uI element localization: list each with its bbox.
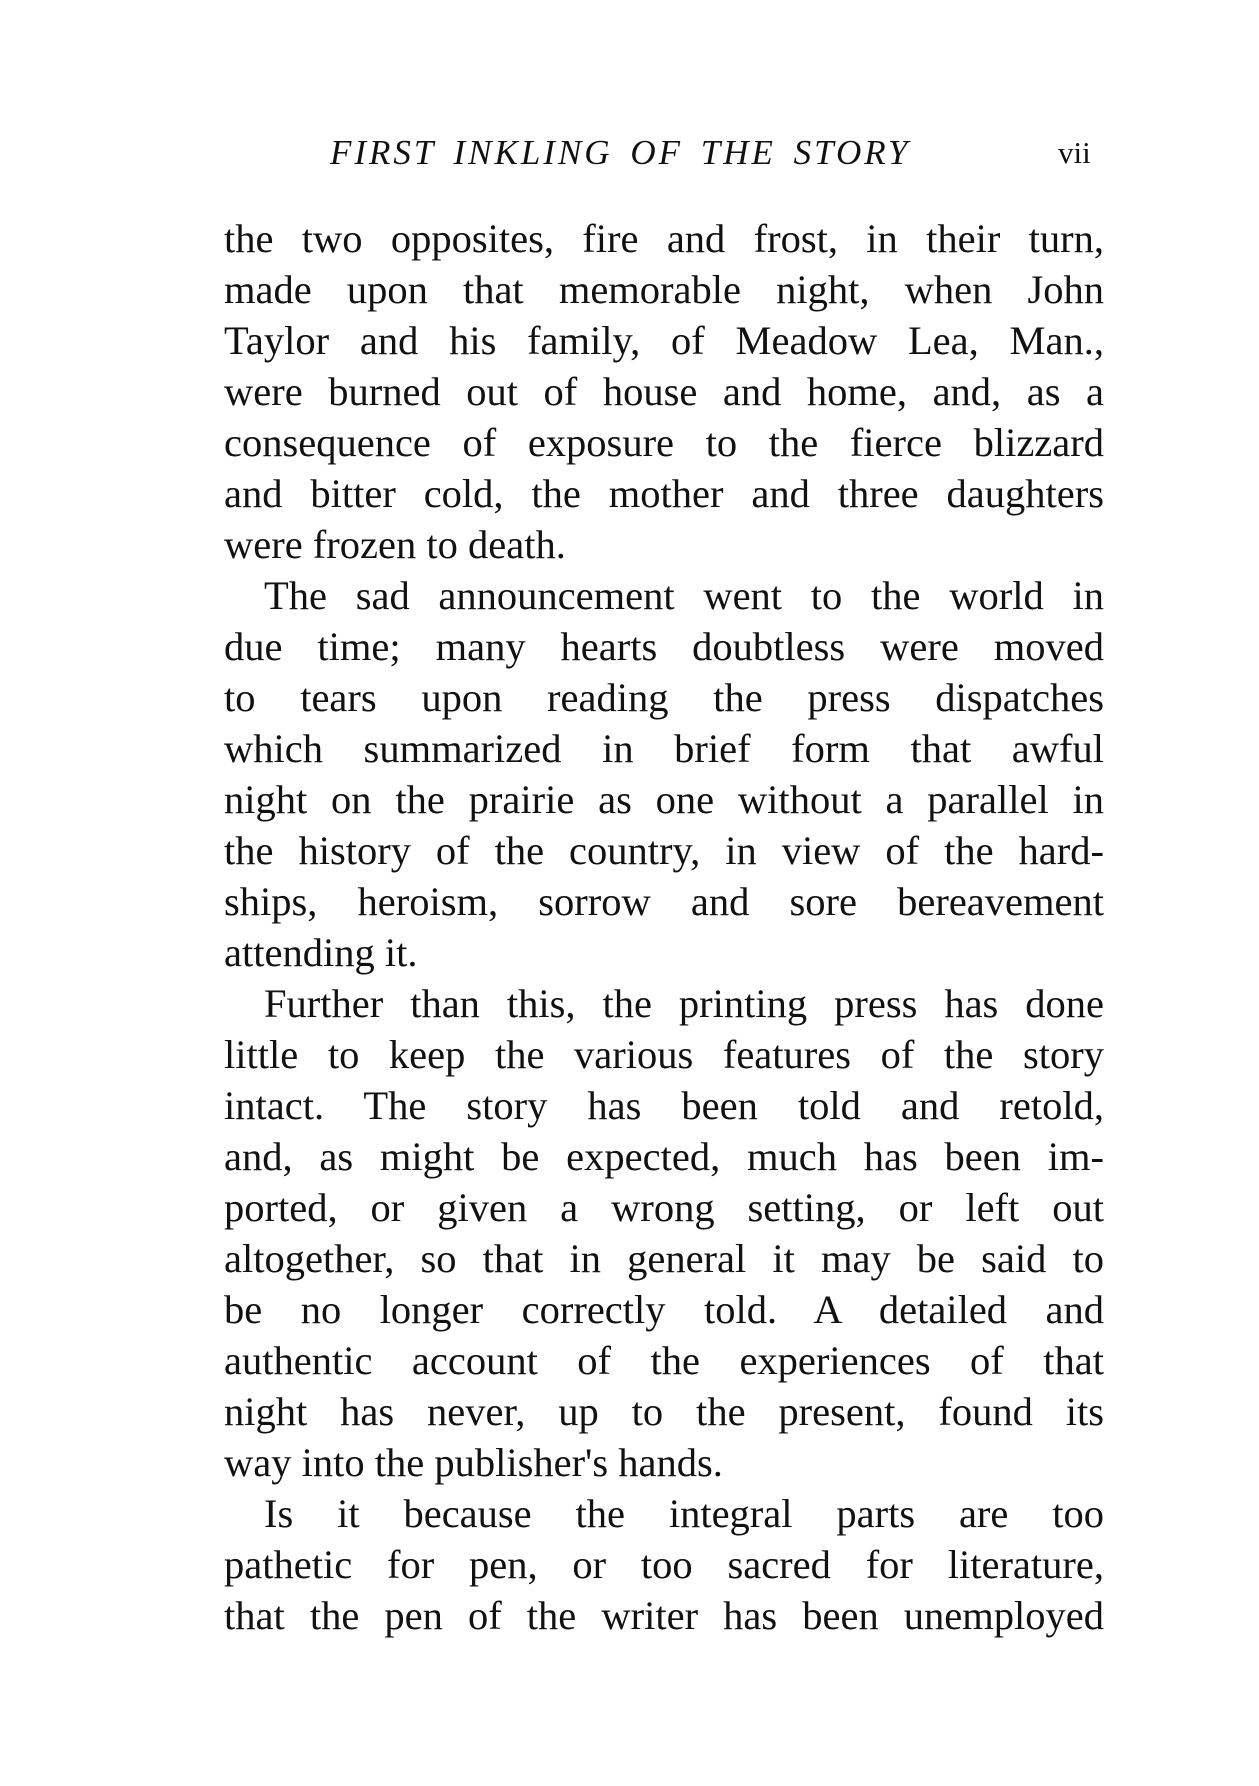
text-line: the history of the country, in view of the hard-	[224, 828, 1104, 873]
text-line: authentic account of the experiences of that	[224, 1338, 1104, 1383]
page-number: vii	[1058, 135, 1091, 170]
body-text	[224, 213, 1104, 1641]
text-line: altogether, so that in general it may be said to	[224, 1236, 1104, 1281]
paragraph-first-line: The sad announcement went to the world in	[264, 573, 1104, 618]
paragraph-first-line: Further than this, the printing press has done	[264, 981, 1104, 1026]
text-line: pathetic for pen, or too sacred for literature,	[224, 1542, 1104, 1587]
text-line: ported, or given a wrong setting, or left out	[224, 1185, 1104, 1230]
text-line: ships, heroism, sorrow and sore bereavement	[224, 879, 1104, 924]
text-line: consequence of exposure to the fierce blizzard	[224, 420, 1104, 465]
text-line: Taylor and his family, of Meadow Lea, Man.,	[224, 318, 1104, 363]
text-line: night on the prairie as one without a parallel in	[224, 777, 1104, 822]
text-line: were burned out of house and home, and, as a	[224, 369, 1104, 414]
text-line: which summarized in brief form that awful	[224, 726, 1104, 771]
text-line: little to keep the various features of the story	[224, 1032, 1104, 1077]
text-line: due time; many hearts doubtless were moved	[224, 624, 1104, 669]
paragraph-first-line: Is it because the integral parts are too	[264, 1491, 1104, 1536]
text-line: attending it.	[224, 930, 418, 975]
text-line: and bitter cold, the mother and three daughters	[224, 471, 1104, 516]
text-line: night has never, up to the present, found its	[224, 1389, 1104, 1434]
text-line: made upon that memorable night, when John	[224, 267, 1104, 312]
text-line: and, as might be expected, much has been im-	[224, 1134, 1104, 1179]
text-line: intact. The story has been told and retold,	[224, 1083, 1104, 1128]
text-line: that the pen of the writer has been unemployed	[224, 1593, 1104, 1638]
text-line: way into the publisher's hands.	[224, 1440, 723, 1485]
text-line: were frozen to death.	[224, 522, 566, 567]
text-line: to tears upon reading the press dispatches	[224, 675, 1104, 720]
text-line: be no longer correctly told. A detailed and	[224, 1287, 1104, 1332]
running-head	[330, 128, 1110, 178]
text-line: the two opposites, fire and frost, in their turn,	[224, 216, 1104, 261]
running-title: FIRST INKLING OF THE STORY	[330, 133, 911, 172]
